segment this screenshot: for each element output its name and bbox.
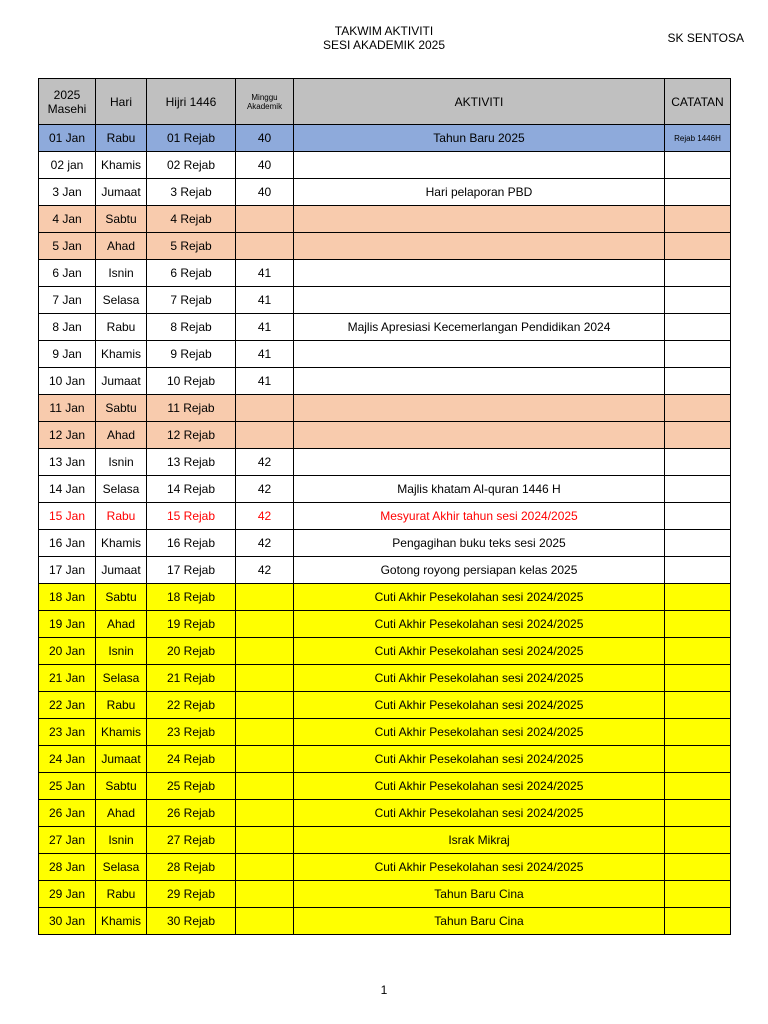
cell-masehi: 15 Jan [39, 503, 96, 530]
cell-catatan [665, 881, 731, 908]
table-row [39, 530, 731, 557]
cell-aktiviti [294, 260, 665, 287]
cell-minggu: 42 [236, 476, 294, 503]
cell-hari: Rabu [96, 503, 147, 530]
cell-hijri: 14 Rejab [147, 476, 236, 503]
cell-catatan [665, 692, 731, 719]
col-header-hari: Hari [96, 79, 147, 125]
document-title [0, 24, 768, 52]
cell-hijri: 8 Rejab [147, 314, 236, 341]
cell-aktiviti: Cuti Akhir Pesekolahan sesi 2024/2025 [294, 773, 665, 800]
col-header-hijri: Hijri 1446 [147, 79, 236, 125]
cell-minggu [236, 881, 294, 908]
cell-hijri: 22 Rejab [147, 692, 236, 719]
cell-masehi: 3 Jan [39, 179, 96, 206]
cell-catatan [665, 152, 731, 179]
cell-catatan [665, 341, 731, 368]
cell-hari: Selasa [96, 854, 147, 881]
cell-catatan [665, 800, 731, 827]
cell-masehi: 5 Jan [39, 233, 96, 260]
cell-masehi: 18 Jan [39, 584, 96, 611]
cell-catatan [665, 908, 731, 935]
cell-catatan [665, 665, 731, 692]
cell-hari: Jumaat [96, 746, 147, 773]
cell-hari: Jumaat [96, 179, 147, 206]
cell-catatan [665, 449, 731, 476]
cell-masehi: 02 jan [39, 152, 96, 179]
cell-hari: Khamis [96, 719, 147, 746]
cell-masehi: 20 Jan [39, 638, 96, 665]
cell-aktiviti [294, 422, 665, 449]
cell-masehi: 19 Jan [39, 611, 96, 638]
cell-hijri: 4 Rejab [147, 206, 236, 233]
cell-aktiviti: Cuti Akhir Pesekolahan sesi 2024/2025 [294, 611, 665, 638]
cell-aktiviti: Cuti Akhir Pesekolahan sesi 2024/2025 [294, 746, 665, 773]
table-header-row [39, 79, 731, 125]
table-row [39, 314, 731, 341]
cell-catatan [665, 638, 731, 665]
cell-hari: Rabu [96, 881, 147, 908]
cell-aktiviti: Tahun Baru Cina [294, 881, 665, 908]
cell-catatan [665, 530, 731, 557]
cell-minggu: 42 [236, 503, 294, 530]
cell-masehi: 9 Jan [39, 341, 96, 368]
cell-minggu [236, 854, 294, 881]
cell-hijri: 10 Rejab [147, 368, 236, 395]
table-row [39, 638, 731, 665]
cell-hijri: 9 Rejab [147, 341, 236, 368]
cell-hari: Isnin [96, 638, 147, 665]
cell-catatan [665, 179, 731, 206]
cell-hijri: 5 Rejab [147, 233, 236, 260]
cell-aktiviti: Cuti Akhir Pesekolahan sesi 2024/2025 [294, 800, 665, 827]
cell-hijri: 21 Rejab [147, 665, 236, 692]
cell-minggu [236, 665, 294, 692]
cell-minggu [236, 692, 294, 719]
cell-aktiviti: Cuti Akhir Pesekolahan sesi 2024/2025 [294, 719, 665, 746]
cell-hijri: 15 Rejab [147, 503, 236, 530]
table-row [39, 152, 731, 179]
cell-hijri: 11 Rejab [147, 395, 236, 422]
cell-hari: Isnin [96, 449, 147, 476]
cell-minggu [236, 746, 294, 773]
cell-catatan [665, 719, 731, 746]
cell-aktiviti: Israk Mikraj [294, 827, 665, 854]
cell-aktiviti [294, 368, 665, 395]
cell-minggu [236, 827, 294, 854]
table-row [39, 611, 731, 638]
cell-hari: Sabtu [96, 395, 147, 422]
cell-hijri: 18 Rejab [147, 584, 236, 611]
cell-aktiviti [294, 287, 665, 314]
cell-catatan [665, 611, 731, 638]
cell-masehi: 11 Jan [39, 395, 96, 422]
table-body [39, 125, 731, 935]
cell-aktiviti: Majlis Apresiasi Kecemerlangan Pendidikan 2024 [294, 314, 665, 341]
col-header-masehi [39, 79, 96, 125]
cell-hijri: 02 Rejab [147, 152, 236, 179]
cell-masehi: 25 Jan [39, 773, 96, 800]
cell-minggu: 41 [236, 341, 294, 368]
cell-masehi: 28 Jan [39, 854, 96, 881]
table-row [39, 341, 731, 368]
cell-minggu: 40 [236, 125, 294, 152]
table-row [39, 260, 731, 287]
cell-masehi: 27 Jan [39, 827, 96, 854]
cell-aktiviti: Pengagihan buku teks sesi 2025 [294, 530, 665, 557]
cell-catatan [665, 773, 731, 800]
cell-aktiviti: Majlis khatam Al-quran 1446 H [294, 476, 665, 503]
cell-minggu: 41 [236, 260, 294, 287]
cell-hari: Khamis [96, 530, 147, 557]
cell-minggu: 40 [236, 152, 294, 179]
table-row [39, 665, 731, 692]
cell-masehi: 7 Jan [39, 287, 96, 314]
table-row [39, 584, 731, 611]
cell-hari: Khamis [96, 152, 147, 179]
table-row [39, 449, 731, 476]
cell-catatan [665, 746, 731, 773]
cell-hari: Ahad [96, 611, 147, 638]
cell-hari: Rabu [96, 125, 147, 152]
table-row [39, 881, 731, 908]
table-row [39, 773, 731, 800]
cell-aktiviti: Tahun Baru Cina [294, 908, 665, 935]
cell-hijri: 26 Rejab [147, 800, 236, 827]
cell-minggu [236, 719, 294, 746]
cell-hijri: 20 Rejab [147, 638, 236, 665]
title-line-1: TAKWIM AKTIVITI [334, 24, 434, 38]
cell-hari: Ahad [96, 422, 147, 449]
cell-masehi: 29 Jan [39, 881, 96, 908]
cell-catatan [665, 395, 731, 422]
cell-hari: Ahad [96, 800, 147, 827]
cell-minggu: 40 [236, 179, 294, 206]
table-row [39, 692, 731, 719]
cell-masehi: 6 Jan [39, 260, 96, 287]
cell-minggu [236, 773, 294, 800]
col-header-minggu [236, 79, 294, 125]
cell-hijri: 16 Rejab [147, 530, 236, 557]
cell-minggu [236, 584, 294, 611]
cell-hijri: 23 Rejab [147, 719, 236, 746]
cell-minggu [236, 908, 294, 935]
cell-hari: Jumaat [96, 368, 147, 395]
cell-aktiviti: Cuti Akhir Pesekolahan sesi 2024/2025 [294, 692, 665, 719]
table-row [39, 557, 731, 584]
cell-masehi: 26 Jan [39, 800, 96, 827]
cell-hijri: 17 Rejab [147, 557, 236, 584]
table-row [39, 827, 731, 854]
cell-catatan [665, 368, 731, 395]
col-header-minggu-line2: Akademik [246, 101, 283, 111]
cell-masehi: 22 Jan [39, 692, 96, 719]
cell-aktiviti [294, 395, 665, 422]
cell-hari: Sabtu [96, 206, 147, 233]
table-row [39, 287, 731, 314]
table-row [39, 368, 731, 395]
cell-masehi: 13 Jan [39, 449, 96, 476]
cell-aktiviti [294, 152, 665, 179]
col-header-masehi-year: 2025 [53, 87, 81, 102]
cell-hijri: 19 Rejab [147, 611, 236, 638]
cell-hari: Selasa [96, 287, 147, 314]
cell-aktiviti: Cuti Akhir Pesekolahan sesi 2024/2025 [294, 665, 665, 692]
cell-catatan [665, 314, 731, 341]
cell-aktiviti: Cuti Akhir Pesekolahan sesi 2024/2025 [294, 584, 665, 611]
cell-catatan [665, 584, 731, 611]
title-line-2: SESI AKADEMIK 2025 [322, 38, 446, 52]
cell-aktiviti: Cuti Akhir Pesekolahan sesi 2024/2025 [294, 638, 665, 665]
cell-masehi: 4 Jan [39, 206, 96, 233]
cell-catatan [665, 476, 731, 503]
cell-aktiviti: Gotong royong persiapan kelas 2025 [294, 557, 665, 584]
cell-masehi: 14 Jan [39, 476, 96, 503]
school-name: SK SENTOSA [667, 31, 744, 45]
cell-minggu [236, 611, 294, 638]
cell-catatan [665, 827, 731, 854]
cell-catatan: Rejab 1446H [665, 125, 731, 152]
table-row [39, 476, 731, 503]
table-row [39, 854, 731, 881]
cell-hijri: 25 Rejab [147, 773, 236, 800]
cell-masehi: 17 Jan [39, 557, 96, 584]
cell-hijri: 24 Rejab [147, 746, 236, 773]
cell-catatan [665, 422, 731, 449]
table-row [39, 125, 731, 152]
col-header-catatan: CATATAN [665, 79, 731, 125]
table-row [39, 422, 731, 449]
col-header-masehi-label: Masehi [47, 101, 87, 116]
cell-masehi: 10 Jan [39, 368, 96, 395]
cell-hijri: 29 Rejab [147, 881, 236, 908]
cell-hijri: 28 Rejab [147, 854, 236, 881]
table-row [39, 179, 731, 206]
cell-masehi: 21 Jan [39, 665, 96, 692]
cell-minggu [236, 800, 294, 827]
cell-minggu [236, 206, 294, 233]
table-row [39, 233, 731, 260]
activity-table [38, 78, 731, 935]
cell-hari: Isnin [96, 827, 147, 854]
table-row [39, 719, 731, 746]
cell-hari: Rabu [96, 692, 147, 719]
cell-masehi: 23 Jan [39, 719, 96, 746]
page-number: 1 [380, 983, 388, 997]
cell-catatan [665, 206, 731, 233]
cell-hari: Jumaat [96, 557, 147, 584]
cell-hijri: 12 Rejab [147, 422, 236, 449]
cell-hari: Isnin [96, 260, 147, 287]
cell-aktiviti [294, 233, 665, 260]
cell-minggu: 41 [236, 287, 294, 314]
cell-minggu: 41 [236, 314, 294, 341]
cell-masehi: 01 Jan [39, 125, 96, 152]
cell-hari: Sabtu [96, 584, 147, 611]
cell-minggu [236, 395, 294, 422]
cell-aktiviti: Mesyurat Akhir tahun sesi 2024/2025 [294, 503, 665, 530]
cell-masehi: 30 Jan [39, 908, 96, 935]
cell-hijri: 7 Rejab [147, 287, 236, 314]
col-header-minggu-line1: Minggu [251, 92, 278, 102]
cell-catatan [665, 557, 731, 584]
table-row [39, 395, 731, 422]
cell-aktiviti: Tahun Baru 2025 [294, 125, 665, 152]
cell-hijri: 30 Rejab [147, 908, 236, 935]
cell-catatan [665, 233, 731, 260]
cell-hari: Khamis [96, 908, 147, 935]
cell-masehi: 16 Jan [39, 530, 96, 557]
cell-minggu: 41 [236, 368, 294, 395]
cell-hijri: 13 Rejab [147, 449, 236, 476]
table-row [39, 908, 731, 935]
cell-masehi: 8 Jan [39, 314, 96, 341]
table-row [39, 503, 731, 530]
cell-hari: Sabtu [96, 773, 147, 800]
cell-minggu: 42 [236, 557, 294, 584]
cell-aktiviti: Cuti Akhir Pesekolahan sesi 2024/2025 [294, 854, 665, 881]
cell-masehi: 12 Jan [39, 422, 96, 449]
cell-hijri: 27 Rejab [147, 827, 236, 854]
cell-hari: Khamis [96, 341, 147, 368]
cell-hari: Rabu [96, 314, 147, 341]
cell-aktiviti [294, 341, 665, 368]
cell-masehi: 24 Jan [39, 746, 96, 773]
cell-hijri: 6 Rejab [147, 260, 236, 287]
cell-minggu [236, 233, 294, 260]
cell-minggu [236, 638, 294, 665]
cell-hari: Selasa [96, 476, 147, 503]
cell-hari: Ahad [96, 233, 147, 260]
col-header-aktiviti: AKTIVITI [294, 79, 665, 125]
cell-minggu [236, 422, 294, 449]
cell-aktiviti: Hari pelaporan PBD [294, 179, 665, 206]
cell-minggu: 42 [236, 530, 294, 557]
cell-hijri: 3 Rejab [147, 179, 236, 206]
cell-catatan [665, 854, 731, 881]
table-row [39, 746, 731, 773]
cell-aktiviti [294, 449, 665, 476]
cell-aktiviti [294, 206, 665, 233]
table-row [39, 206, 731, 233]
cell-catatan [665, 503, 731, 530]
cell-hijri: 01 Rejab [147, 125, 236, 152]
cell-minggu: 42 [236, 449, 294, 476]
table-row [39, 800, 731, 827]
cell-catatan [665, 287, 731, 314]
cell-catatan [665, 260, 731, 287]
cell-hari: Selasa [96, 665, 147, 692]
